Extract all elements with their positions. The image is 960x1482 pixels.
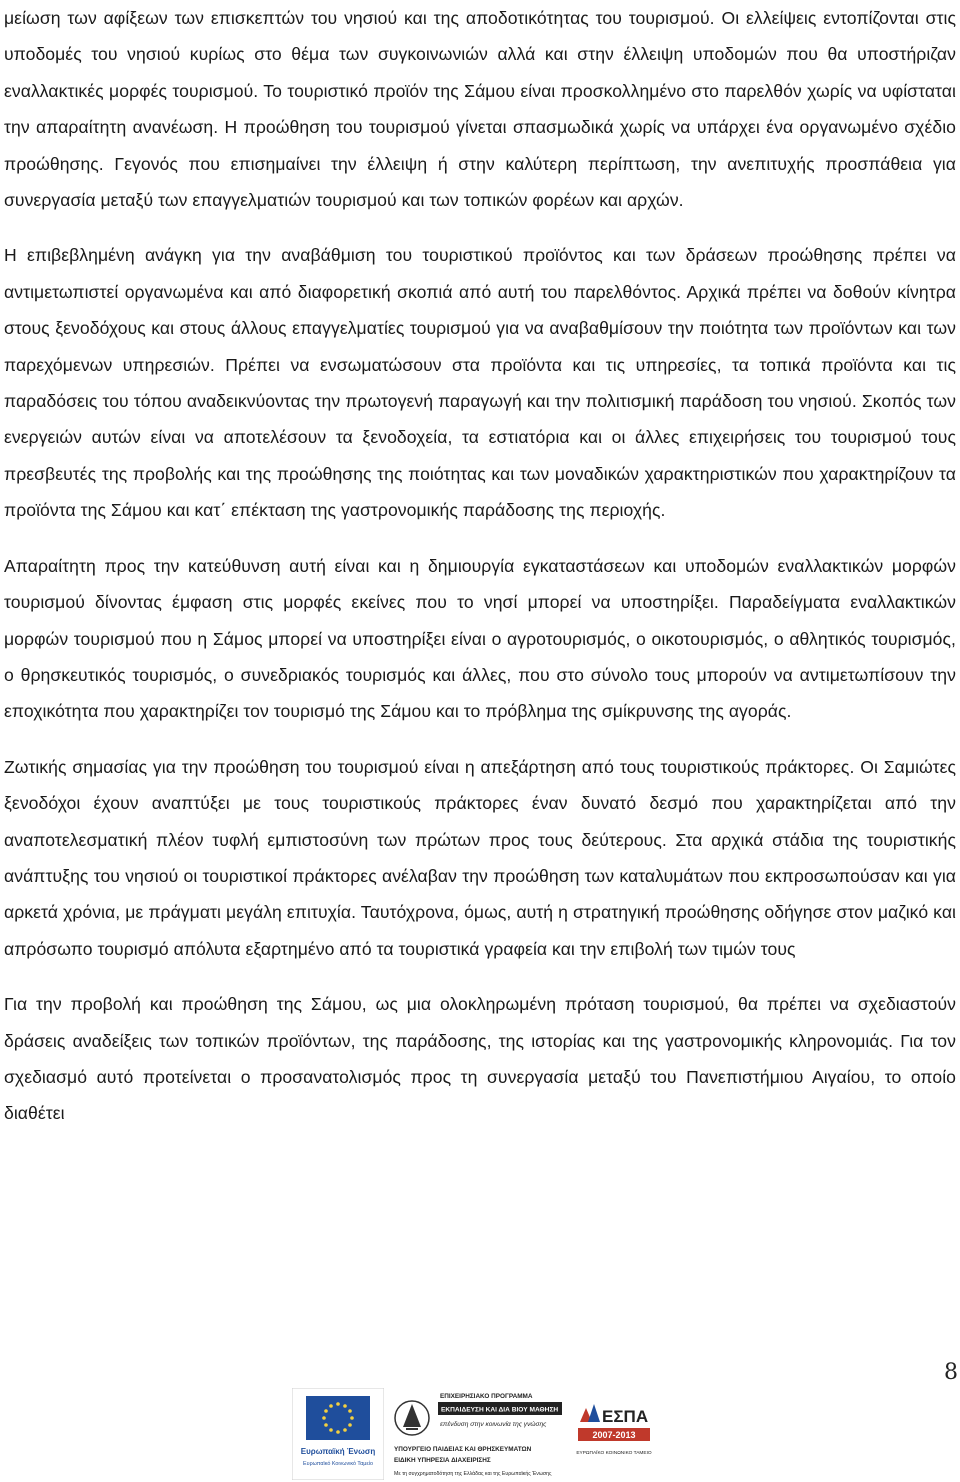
eu-logo-line2: Ευρωπαϊκό Κοινωνικό Ταμείο	[303, 1461, 373, 1467]
program-logo-line2: ΕΚΠΑΙΔΕΥΣΗ ΚΑΙ ΔΙΑ ΒΙΟΥ ΜΑΘΗΣΗ	[441, 1406, 559, 1414]
paragraph-2: Η επιβεβλημένη ανάγκη για την αναβάθμιση του τουριστικού προϊόντος και των δράσεων προώθησης πρέπει να αντιμετωπιστεί οργανωμένα και από διαφορετική σκοπιά από αυτή του παρελθόντος. Αρχικά πρέπει να δοθούν κίνητρα στους ξενοδόχους και στους άλλους επαγγελματίες τουρισμού για να αναβαθμίσουν την ποιότητα των προϊόντων και των παρεχόμενων υπηρεσιών. Πρέπει να ενσωματώσουν στα προϊόντα και τις υπηρεσίες, τα τοπικά προϊόντα και τις παραδόσεις του τόπου αναδεικνύοντας την πρωτογενή παραγωγή και την πολιτισμική παράδοση του νησιού. Σκοπός των ενεργειών αυτών είναι να αποτελέσουν τα ξενοδοχεία, τα εστιατόρια και οι άλλες επιχειρήσεις του τουρισμού τους πρεσβευτές της προβολής και της προώθησης της ποιότητας και των μοναδικών χαρακτηριστικών που χαρακτηρίζουν τα προϊόντα της Σάμου και κατ΄ επέκταση της γαστρονομικής παράδοσης της περιοχής.	[4, 245, 956, 521]
paragraph-3: Απαραίτητη προς την κατεύθυνση αυτή είναι και η δημιουργία εγκαταστάσεων και υποδομών εναλλακτικών μορφών τουρισμού δίνοντας έμφαση στις μορφές εκείνες που το νησί μπορεί να υποστηρίξει. Παραδείγματα εναλλακτικών μορφών τουρισμού που η Σάμος μπορεί να υποστηρίξει είναι ο αγροτουρισμός, ο οικοτουρισμός, ο αθλητικός τουρισμός, ο θρησκευτικός τουρισμός, ο συνεδριακός τουρισμός και άλλες, που στο σύνολο τους μπορούν να αντιμετωπίσουν την εποχικότητα που χαρακτηρίζει τον τουρισμό της Σάμου και το πρόβλημα της σμίκρυνσης της αγοράς.	[4, 555, 956, 722]
document-body	[4, 0, 956, 1151]
program-logo-line1: ΕΠΙΧΕΙΡΗΣΙΑΚΟ ΠΡΟΓΡΑΜΜΑ	[440, 1393, 533, 1400]
program-logo-line5: ΕΙΔΙΚΗ ΥΠΗΡΕΣΙΑ ΔΙΑΧΕΙΡΙΣΗΣ	[394, 1457, 491, 1464]
footer-logos	[292, 1388, 654, 1480]
page-number: 8	[944, 1360, 958, 1385]
paragraph-5: Για την προβολή και προώθηση της Σάμου, ως μια ολοκληρωμένη πρόταση τουρισμού, θα πρέπει να σχεδιαστούν δράσεις αναδείξεις των τοπικών προϊόντων, της παράδοσης, της ιστορίας και της γαστρονομικής κληρονομιάς. Για τον σχεδιασμό αυτό προτείνεται ο προσανατολισμός προς τη συνεργασία μεταξύ του Πανεπιστήμιου Αιγαίου, το οποίο διαθέτει	[4, 994, 956, 1124]
program-logo	[392, 1388, 564, 1480]
espa-logo-title: ΕΣΠΑ	[602, 1407, 649, 1426]
espa-logo-subtitle: ΕΥΡΩΠΑΪΚΟ ΚΟΙΝΩΝΙΚΟ ΤΑΜΕΙΟ	[576, 1451, 652, 1456]
espa-logo-years: 2007-2013	[592, 1430, 636, 1440]
greek-emblem-icon	[395, 1401, 429, 1435]
program-logo-line3: επένδυση στην κοινωνία της γνώσης	[440, 1421, 547, 1428]
paragraph-4: Ζωτικής σημασίας για την προώθηση του τουρισμού είναι η απεξάρτηση από τους τουριστικούς πράκτορες. Οι Σαμιώτες ξενοδόχοι έχουν αναπτύξει με τους τουριστικούς πράκτορες έναν δυνατό δεσμό που χαρακτηρίζεται από την αναποτελεσματική πλέον τυφλή εμπιστοσύνη των πρώτων προς τους δεύτερους. Στα αρχικά στάδια της τουριστικής ανάπτυξης του νησιού οι τουριστικοί πράκτορες ανέλαβαν την προώθηση των καταλυμάτων που εκπροσωπούσαν και για αρκετά χρόνια, με πράγματι μεγάλη επιτυχία. Ταυτόχρονα, όμως, αυτή η στρατηγική προώθησης οδήγησε στον μαζικό και απρόσωπο τουρισμό απόλυτα εξαρτημένο από τα τουριστικά γραφεία και την επιβολή των τιμών τους	[4, 756, 956, 959]
program-logo-line4: ΥΠΟΥΡΓΕΙΟ ΠΑΙΔΕΙΑΣ ΚΑΙ ΘΡΗΣΚΕΥΜΑΤΩΝ	[394, 1446, 532, 1453]
eu-logo-line1: Ευρωπαϊκή Ένωση	[300, 1447, 376, 1456]
program-logo-line6: Με τη συγχρηματοδότηση της Ελλάδας και της Ευρωπαϊκής Ένωσης	[394, 1471, 552, 1477]
eu-flag-logo	[292, 1388, 384, 1480]
paragraph-1: μείωση των αφίξεων των επισκεπτών του νησιού και της αποδοτικότητας του τουρισμού. Οι ελλείψεις εντοπίζονται στις υποδομές του νησιού κυρίως στο θέμα των συγκοινωνιών αλλά και στην έλλειψη υποδομών που θα υποστήριζαν εναλλακτικές μορφές τουρισμού. Το τουριστικό προϊόν της Σάμου είναι προσκολλημένο στο παρελθόν χωρίς να υφίσταται την απαραίτητη ανανέωση. Η προώθηση του τουρισμού γίνεται σπασμωδικά χωρίς να υπάρχει ένα οργανωμένο σχέδιο προώθησης. Γεγονός που επισημαίνει την έλλειψη ή στην καλύτερη περίπτωση, την ανεπιτυχής προσπάθεια για συνεργασία μεταξύ των επαγγελματιών τουρισμού και των τοπικών φορέων και αρχών.	[4, 8, 956, 211]
espa-logo	[574, 1388, 654, 1480]
